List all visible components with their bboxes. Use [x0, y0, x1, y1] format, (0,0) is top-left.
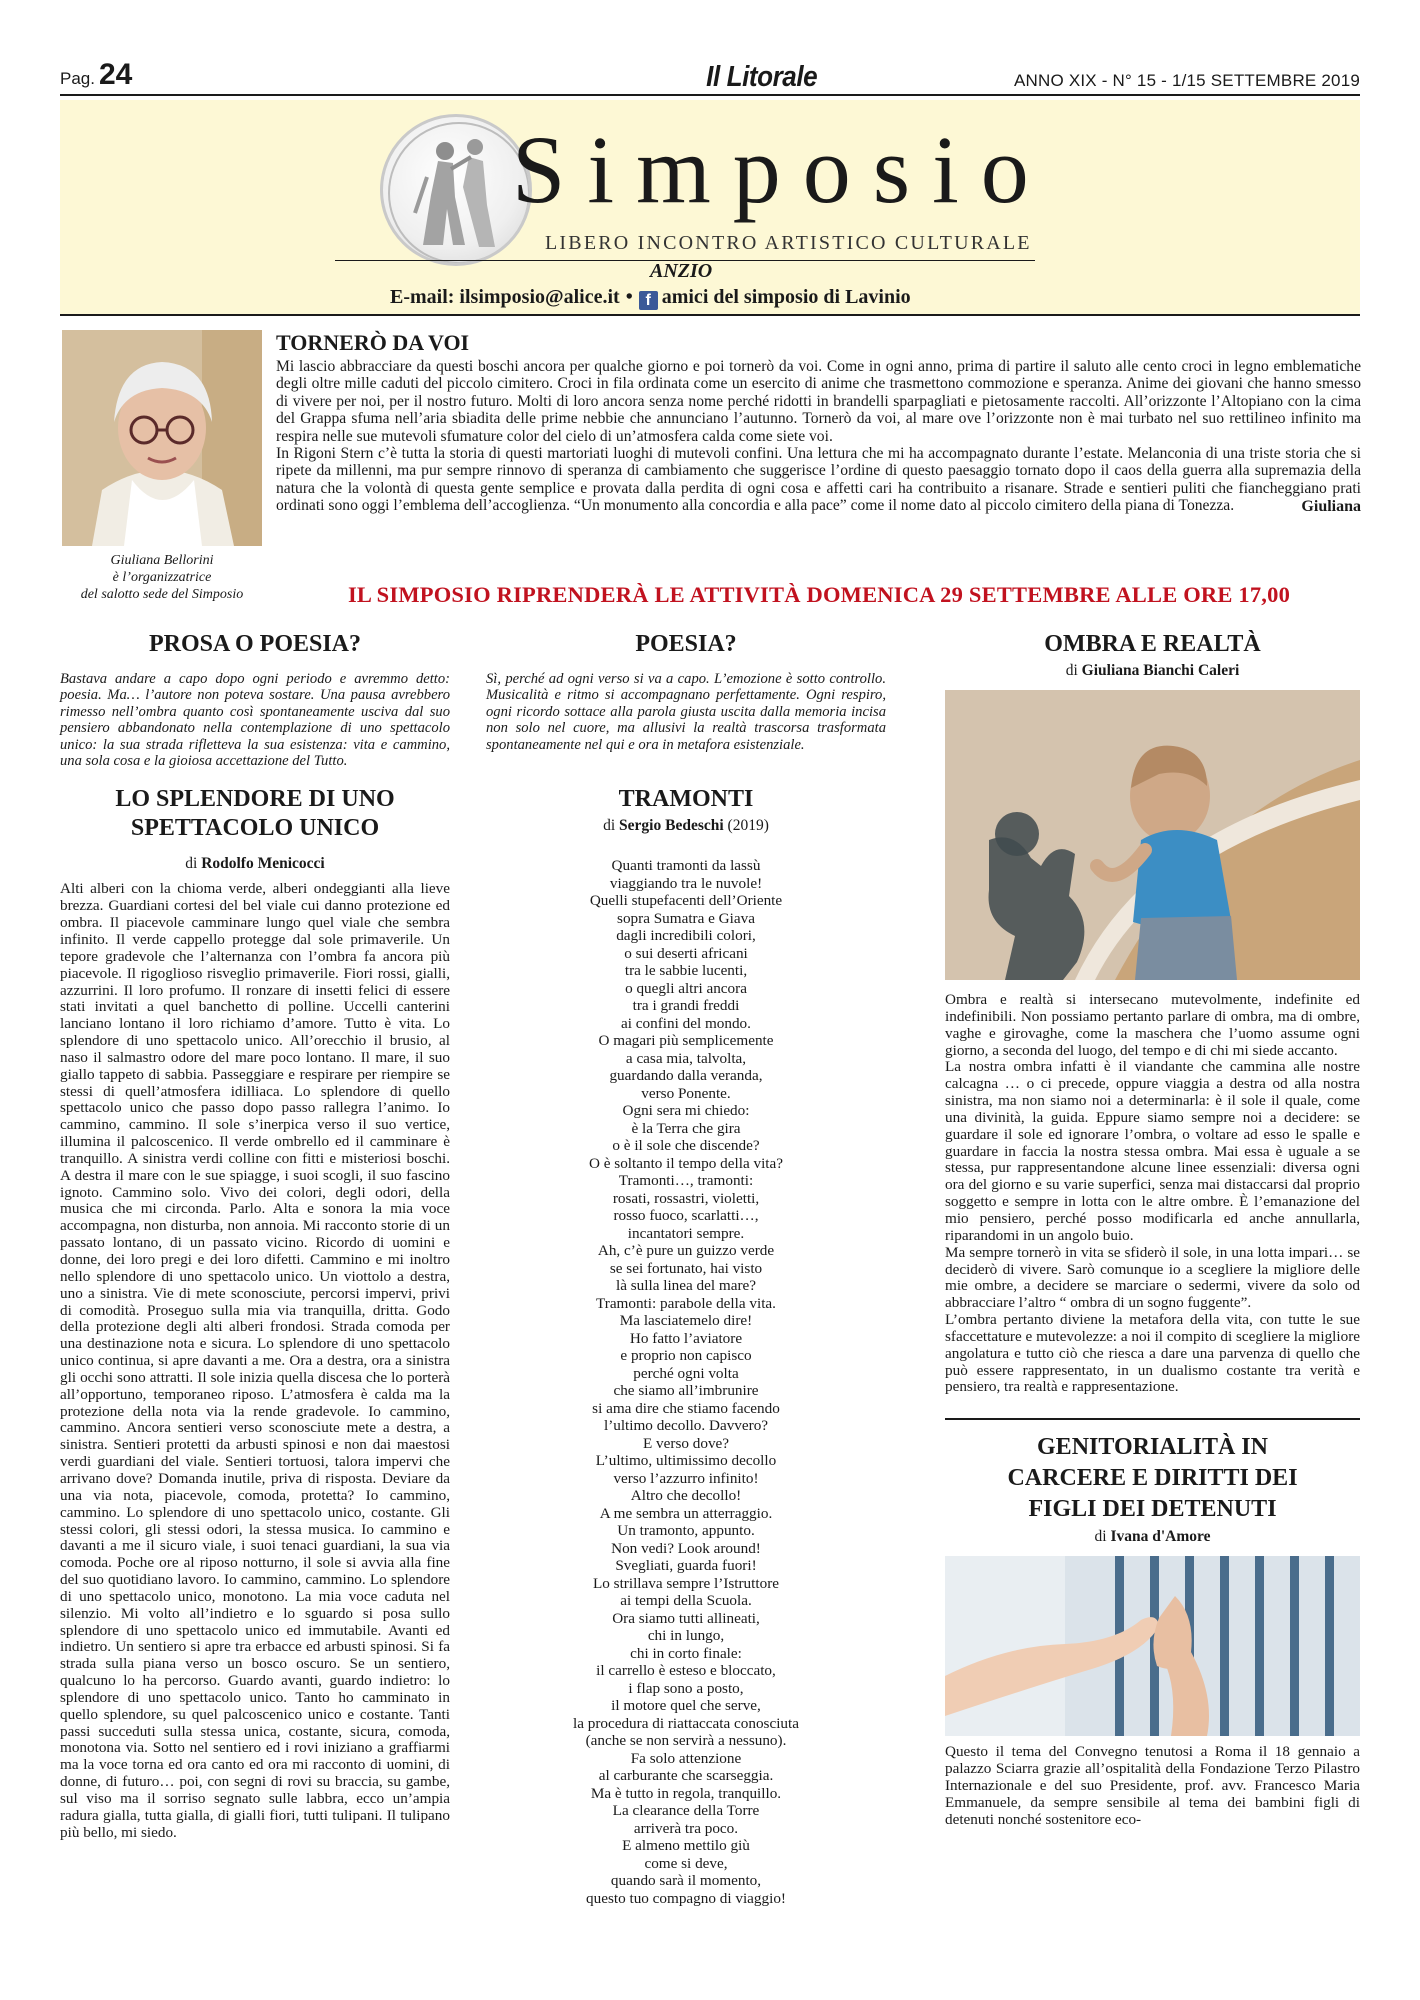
splendore-title: LO SPLENDORE DI UNO SPETTACOLO UNICO: [115, 786, 395, 842]
prosa-text: Bastava andare a capo dopo ogni periodo e avremmo detto: poesia. Ma… l’autore non poteva sostare. Una pausa avrebbero rimesso nell’ombra quanto così spontaneamente usciva dal suo pensiero abbandonato nella contemplazione di uno spettacolo unico: la sua strada rifletteva la sua esistenza: vita e cammino, una sola cosa e la gioiosa accettazione del Tutto.: [60, 671, 450, 770]
poem-line: incantatori sempre.: [627, 1224, 745, 1242]
poem-line: La clearance della Torre: [612, 1802, 760, 1820]
poem-line: Tramonti: parabole della vita.: [596, 1294, 776, 1312]
tramonti-byline: [486, 817, 886, 835]
simposio-title: Simposio: [512, 116, 1051, 223]
poem-line: O magari più semplicemente: [598, 1032, 774, 1050]
poem-line: chi in lungo,: [647, 1627, 725, 1645]
poem-line: chi in corto finale:: [630, 1644, 742, 1662]
poem-line: Ogni sera mi chiedo:: [622, 1102, 750, 1120]
poem-line: quando sarà il momento,: [610, 1872, 762, 1890]
tramonti-title: TRAMONTI: [618, 786, 754, 813]
byline-prefix: di: [1065, 662, 1078, 679]
poem-line: che siamo all’imbrunire: [613, 1382, 759, 1400]
poem-line: Ma è tutto in regola, tranquillo.: [590, 1784, 782, 1802]
poem-line: l’ultimo decollo. Davvero?: [603, 1417, 769, 1435]
poem-line: rosso fuoco, scarlatti…,: [613, 1207, 759, 1225]
simposio-subtitle: LIBERO INCONTRO ARTISTICO CULTURALE: [545, 232, 1032, 254]
poem-line: E almeno mettilo giù: [622, 1837, 750, 1855]
poem-line: verso l’azzurro infinito!: [613, 1469, 759, 1487]
poem-line: sopra Sumatra e Giava: [617, 909, 755, 927]
facebook-icon[interactable]: f: [639, 291, 658, 310]
poem-line: Ora siamo tutti allineati,: [612, 1609, 760, 1627]
poem-line: (anche se non servirà a nessuno).: [585, 1732, 787, 1750]
author-name: Ivana d'Amore: [1110, 1528, 1211, 1546]
column-right: [945, 630, 1360, 1828]
poem-line: perché ogni volta: [633, 1364, 739, 1382]
genitorialita-text: Questo il tema del Convegno tenutosi a Roma il 18 gennaio a palazzo Sciarra grazie all’ospitalità della Fondazione Terzo Pilastro Internazionale e del suo Presidente, prof. avv. Francesco Maria Emmanuele, da sempre sensibile al tema dei bambini figli di detenuti nonché sostenitore eco-: [945, 1743, 1360, 1828]
byline-prefix: di: [1094, 1528, 1107, 1546]
poem-line: la procedura di riattaccata conosciuta: [572, 1714, 799, 1732]
email-link[interactable]: E-mail: ilsimposio@alice.it: [390, 286, 620, 308]
banner-city: ANZIO: [650, 260, 713, 282]
intro-article: [276, 330, 1361, 515]
portrait-illustration: [62, 330, 262, 546]
simposio-banner: [60, 100, 1360, 316]
caption-line: del salotto sede del Simposio: [80, 587, 244, 602]
poem-line: o quegli altri ancora: [625, 979, 747, 997]
simposio-logo-medallion: [380, 114, 532, 266]
poesia-title: POESIA?: [635, 631, 737, 657]
poem-line: E verso dove?: [642, 1434, 730, 1452]
prison-hands-photo: [945, 1556, 1360, 1736]
intro-signature: Giuliana: [1301, 497, 1361, 515]
portrait-caption: [62, 552, 262, 603]
facebook-link[interactable]: amici del simposio di Lavinio: [661, 286, 911, 308]
ombra-paragraph: Ombra e realtà si intersecano mutevolmente, indefinite ed indefinibili. Non possiamo pertanto parlare di ombra, ma di ombre, vaghe e girovaghe, come la maschera che l’uomo assume ogni giorno, a seconda del luogo, del tempo e di chi mi siede accanto.: [945, 991, 1360, 1059]
ombra-paragraph: Ma sempre tornerò in vita se sfiderò il sole, in una lotta impari… se deciderò di vivere. Sarò comunque io a scegliere la migliore delle mie ombre, a decidere se marciare o sedermi, vivere da solo od abbracciare l’altro “ ombra di un sogno fuggente”.: [945, 1243, 1360, 1312]
poem-line: i flap sono a posto,: [628, 1679, 744, 1697]
poem-year: (2019): [727, 817, 769, 835]
poem-line: verso Ponente.: [641, 1084, 731, 1102]
poem-line: rosati, rossastri, violetti,: [612, 1189, 760, 1207]
genitorialita-byline: [945, 1528, 1360, 1546]
poem-line: Quanti tramonti da lassù: [611, 857, 761, 875]
child-shadow-photo: [945, 690, 1360, 980]
poem-line: O è soltanto il tempo della vita?: [588, 1154, 783, 1172]
genitorialita-section: [945, 1418, 1360, 1828]
poem-line: guardando dalla veranda,: [609, 1067, 763, 1085]
issue-info: ANNO XIX - N° 15 - 1/15 SETTEMBRE 2019: [1013, 71, 1360, 90]
author-name: Giuliana Bianchi Caleri: [1081, 662, 1240, 679]
poem-line: Svegliati, guarda fuori!: [615, 1557, 757, 1575]
page-header: [60, 58, 1360, 96]
ombra-byline: [945, 662, 1360, 680]
poem-line: a casa mia, talvolta,: [625, 1049, 747, 1067]
intro-paragraph: Mi lascio abbracciare da questi boschi ancora per qualche giorno e poi tornerò da voi. Come in ogni anno, prima di partire il saluto alle cento croci in legno emblematiche degli oltre mille caduti del piccolo cimitero. Croci in fila ordinata come un esercito di anime che trasmettono commozione e speranza. Anime dei giovani che hanno smesso di vivere per noi, per il nostro futuro. Molti di loro ancora senza nome perché ridotti in brandelli sparpagliati e pietosamente raccolti. All’orizzonte l’Altopiano con la cima del Grappa sfuma nell’aria sbiadita delle prime nebbie che annunciano l’autunno. Tornerò da voi, al mare ove l’orizzonte non è mai turbato nel suo rettilineo infinito ma respira nelle sue mutevoli sfumature color del cielo di un’atmosfera calda come siete voi.: [276, 358, 1361, 445]
ombra-paragraph: L’ombra pertanto diviene la metafora della vita, con tutte le sue sfaccettature e mutevolezze: a noi il compito di scegliere la migliore angolatura e tutto ciò che riesca a dare una parvenza di quello che può essere rappresentato, in un dualismo costante tra verità e pensiero, tra realtà e rappresentazione.: [945, 1311, 1360, 1396]
poem-line: là sulla linea del mare?: [616, 1277, 756, 1295]
intro-paragraph: In Rigoni Stern c’è tutta la storia di questi martoriati luoghi di mutevoli confini. Una lettura che mi ha accompagnato durante l’estate. Melanconia di una triste storia che si ripete da millenni, ma pur sempre rinnovo di speranza di cambiamento che suggerisce l’ordine di questo paesaggio tornato dopo il caos della guerra alla supremazia della natura che la volontà di questa gente semplice e provata dalla perdita di ogni cosa e affetti cari ha contribuito a risanare. Strade e sentieri puliti che fiancheggiano prati ordinati sono oggi l’emblema dell’accoglienza. “Un monumento alla concordia e alla pace” come il nome dato al piccolo cimitero della piana di Tonezza.: [276, 445, 1361, 515]
poem-line: Ah, c’è pure un guizzo verde: [597, 1242, 775, 1260]
poem-line: il carrello è esteso e bloccato,: [596, 1662, 776, 1680]
page-number-value: 24: [98, 58, 133, 91]
contact-separator: •: [625, 286, 633, 308]
splendore-byline: [60, 855, 450, 873]
poem-line: Non vedi? Look around!: [611, 1539, 761, 1557]
giuliana-portrait-photo: [62, 330, 262, 546]
poem-line: il motore quel che serve,: [611, 1697, 761, 1715]
poem-line: e proprio non capisco: [620, 1347, 752, 1365]
genitorialita-title: GENITORIALITÀ IN CARCERE E DIRITTI DEI FIGLI DEI DETENUTI: [1007, 1434, 1298, 1523]
poem-line: Ma lasciatemelo dire!: [619, 1312, 753, 1330]
poem-line: Ho fatto l’aviatore: [629, 1329, 743, 1347]
poem-line: se sei fortunato, hai visto: [609, 1259, 763, 1277]
poem-line: L’ultimo, ultimissimo decollo: [595, 1452, 777, 1470]
author-name: Rodolfo Menicocci: [201, 855, 325, 873]
page-label: Pag.: [60, 69, 95, 88]
poem-line: questo tuo compagno di viaggio!: [586, 1889, 786, 1907]
poem-line: arriverà tra poco.: [633, 1819, 739, 1837]
poem-line: tra i grandi freddi: [632, 997, 740, 1015]
prosa-title: PROSA O POESIA?: [148, 631, 362, 657]
column-middle: [486, 630, 886, 1907]
poem-line: ai tempi della Scuola.: [620, 1592, 752, 1610]
banner-contact: [390, 286, 911, 310]
poem-line: o è il sole che discende?: [612, 1137, 760, 1155]
author-name: Sergio Bedeschi: [619, 817, 724, 835]
intro-title: TORNERÒ DA VOI: [276, 330, 470, 355]
caption-line: è l’organizzatrice: [112, 570, 212, 585]
poem-line: Altro che decollo!: [630, 1487, 742, 1505]
ombra-title: OMBRA E REALTÀ: [1044, 631, 1261, 657]
poem-line: A me sembra un atterraggio.: [599, 1504, 773, 1522]
poem-line: è la Terra che gira: [631, 1119, 741, 1137]
child-shadow-illustration: [945, 690, 1360, 980]
prison-hands-illustration: [945, 1556, 1360, 1736]
poem-line: Fa solo attenzione: [630, 1749, 742, 1767]
poem-line: Tramonti…, tramonti:: [618, 1172, 754, 1190]
poem-line: Un tramonto, appunto.: [617, 1522, 755, 1540]
poem-line: viaggiando tra le nuvole!: [609, 874, 763, 892]
poem-line: dagli incredibili colori,: [616, 927, 756, 945]
caption-line: Giuliana Bellorini: [110, 553, 214, 568]
tramonti-poem: [486, 857, 886, 1907]
byline-prefix: di: [185, 855, 198, 873]
newspaper-name: Il Litorale: [706, 61, 818, 93]
announcement: IL SIMPOSIO RIPRENDERÀ LE ATTIVITÀ DOMENICA 29 SETTEMBRE ALLE ORE 17,00: [347, 582, 1291, 607]
dancers-logo-icon: [383, 117, 532, 266]
byline-prefix: di: [603, 817, 616, 835]
splendore-body: Alti alberi con la chioma verde, alberi ondeggianti alla lieve brezza. Guardiani cortesi del bel viale cui danno protezione ed ombra. Il piacevole camminare lungo quel viale che sembra infinito. Il verde cappello protegge dal sole primaverile. Un tepore gradevole che l’alternanza con l’ombra fa ancora più piacevole. Il rigoglioso risveglio primaverile. Fiori rossi, gialli, azzurrini. Il loro profumo. Il ronzare di insetti felici di essere stati invitati a quel banchetto di polline. Uccelli canterini lanciano lontano il loro richiamo d’amore. Tutto è vita. Lo splendore di uno spettacolo unico. All’orecchio il brusio, al naso il salmastro odore del mare poco lontano. Il mare, il suo giallo tappeto di sabbia. Passeggiare e respirare per riempire se stessi di quell’atmosfera idilliaca. Lo splendore di quello spettacolo unico che passo dopo passo rallegra l’animo. Io cammino, cammino. Il sole s’inerpica verso il suo vertice, illumina il palcoscenico. Il verde ombrello ed il camminare è tranquillo. A sinistra verdi colline con fitti e misteriosi boschi. A destra il mare con le sue spiagge, i suoi scogli, il suo fascino ignoto. Cammino solo. Vivo dei colori, degli odori, della musica che mi circonda. Parlo. Alta e sonora la mia voce accompagna, non disturba, non annoia. Mi racconto storie di un passato lontano, di un passato vicino. Ricordo di uomini e donne, dei loro pregi e dei loro difetti. Cammino e mi inoltro nello splendore di uno spettacolo unico. Un viottolo a destra, uno a sinistra. Vie di mete sconosciute, percorsi impervi, privi di comodità. Proseguo sulla mia via tranquilla, dritta. Godo della protezione degli alti alberi frondosi. Strada comoda per una destinazione nota e sicura. Lo splendore di uno spettacolo unico continua, si apre davanti a me. Ora a destra, ora a sinistra gli occhi sono attratti. Il sole inizia quella discesa che lo porterà all’opportuno, temporaneo riposo. L’atmosfera è calda ma la protezione della nota via la rende gradevole. Io cammino, cammino. Ancora sentieri verso sconosciute mete a destra, a sinistra. Sentieri protetti da arbusti spinosi e non dai maestosi verdi guardiani del viale. Sentieri tortuosi, talora impervi che arrivano dove? Domanda inutile, priva di risposta. Deviare da una via nota, piacevole, comoda, protetta? Io cammino, cammino. Lo splendore di uno spettacolo unico, costante. Gli stessi colori, gli stessi odori, la stessa musica. Io cammino e davanti a me il sicuro viale, i suoi tenaci guardiani, la sua via comoda. Poche ore al riposo notturno, il sole si avvia alla fine del suo quotidiano lavoro. Io cammino, cammino. Lo splendore di uno spettacolo unico, monotono. La mia voce caduta nel silenzio. Mi volto all’indietro e lo sguardo si posa sullo splendore di uno spettacolo unico ed immutabile. Avanti ed indietro. Un sentiero si apre tra erbacce ed arbusti spinosi. Si fa strada sulla piana verso un bosco oscuro. Se un sentiero, qualcuno lo ha percorso. Guardo avanti, guardo indietro: lo splendore di uno spettacolo unico. Tanto ho camminato in quello splendore, su quel palcoscenico unico e costante. Tanti passi succeduti sulla stessa unica, costante, sicura, comoda, monotona via. Sotto nel sentiero ed i rovi iniziano a graffiarmi ma la voce torna ed ora canto ed ora mi racconto di uomini, di donne, di futuro… poi, con segni di rovi su braccia, su gambe, sul viso ma il sorriso segnato sulle labbra, ecco un’ampia radura gialla, tutta gialla, di gialli fiori, tutti tulipani. Il tulipano più bello, mi siedo.: [60, 880, 450, 1841]
poesia-text: Sì, perché ad ogni verso si va a capo. L’emozione è sotto controllo. Musicalità e ritmo si accompagnano perfettamente. Ogni respiro, ogni ricordo sottace alla parola giusta uscita dalla memoria incisa non solo nel cuore, ma allusivi la realtà trascorsa trasformata spontaneamente nel qui e ora in metafora esistenziale.: [486, 671, 886, 753]
ombra-paragraph: La nostra ombra infatti è il viandante che cammina alle nostre calcagna … o ci precede, oppure viaggia a destra od alla nostra sinistra, ma non siamo noi a determinarla: è il sole il quale, come una divinità, la guida. Eppure siamo sempre noi a decidere: se guardare il sole ed ignorare l’ombra, o voltare ad esso le spalle e guardare in faccia la nostra stessa ombra. Mai essa è uguale a se stessa, pur rappresentandone alcune linee essenziali: diversa ogni ora del giorno e su varie superfici, senza mai distaccarsi dal proprio soggetto e sempre in lotta con le altre ombre. È l’emanazione del mio pensiero, perché posso modificarla ed anche annullarla, riparandomi in un angolo buio.: [945, 1058, 1360, 1244]
poem-line: al carburante che scarseggia.: [598, 1767, 774, 1785]
page-number: [60, 58, 132, 92]
poem-line: Lo strillava sempre l’Istruttore: [593, 1574, 779, 1592]
poem-line: ai confini del mondo.: [621, 1014, 751, 1032]
poem-line: o sui deserti africani: [624, 944, 748, 962]
poem-line: tra le sabbie lucenti,: [624, 962, 748, 980]
poem-line: si ama dire che stiamo facendo: [592, 1399, 780, 1417]
poem-line: come si deve,: [644, 1854, 728, 1872]
column-left: [60, 630, 450, 1842]
poem-line: Quelli stupefacenti dell’Oriente: [589, 892, 783, 910]
